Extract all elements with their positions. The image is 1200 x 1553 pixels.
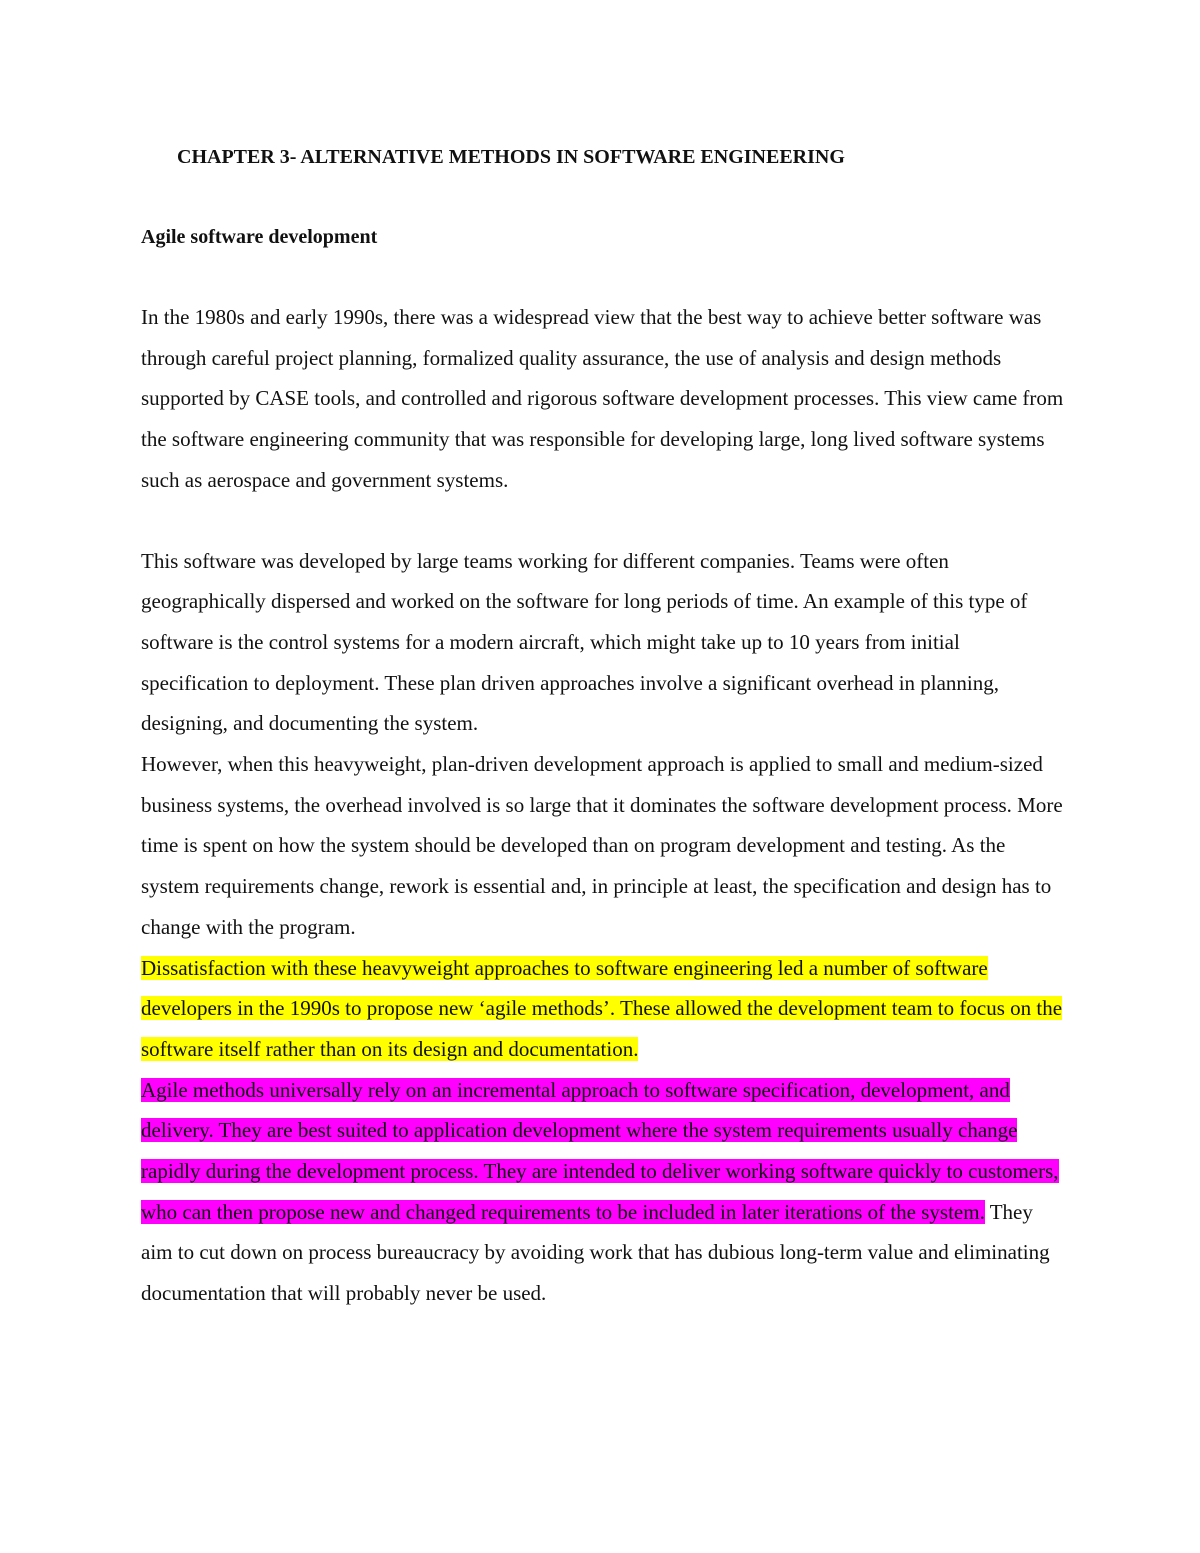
yellow-highlighted-text: Dissatisfaction with these heavyweight approaches to software engineering led a number of software developers in the 1990s to propose new ‘agile methods’. These allowed the development team to focus on the software itself rather than on its design and documentation. [141, 955, 1063, 1061]
paragraph-4-continuation: They aim to cut down on process bureaucracy by avoiding work that has dubious long-term value and eliminating documentation that will probably never be used. [141, 1199, 1050, 1306]
paragraph-4 [141, 948, 1066, 1314]
document-body [141, 138, 1066, 1314]
paragraph-1: In the 1980s and early 1990s, there was a widespread view that the best way to achieve better software was through careful project planning, formalized quality assurance, the use of analysis and design methods supported by CASE tools, and controlled and rigorous software development processes. This view came from the software engineering community that was responsible for developing large, long lived software systems such as aerospace and government systems. [141, 305, 1064, 492]
magenta-highlighted-text: Agile methods universally rely on an incremental approach to software specification, development, and delivery. They are best suited to application development where the system requirements usually change rapidly during the development process. They are intended to deliver working software quickly to customers, who can then propose new and changed requirements to be included in later iterations of the system. [141, 1077, 1059, 1224]
section-title: Agile software development [141, 226, 378, 248]
paragraph-3: However, when this heavyweight, plan-driven development approach is applied to small and medium-sized business systems, the overhead involved is so large that it dominates the software development process. More time is spent on how the system should be developed than on program development and testing. As the system requirements change, rework is essential and, in principle at least, the specification and design has to change with the program. [141, 752, 1063, 939]
paragraph-2: This software was developed by large teams working for different companies. Teams were often geographically dispersed and worked on the software for long periods of time. An example of this type of software is the control systems for a modern aircraft, which might take up to 10 years from initial specification to deployment. These plan driven approaches involve a significant overhead in planning, designing, and documenting the system. [141, 548, 1028, 736]
chapter-title: CHAPTER 3- ALTERNATIVE METHODS IN SOFTWARE ENGINEERING [177, 146, 845, 168]
